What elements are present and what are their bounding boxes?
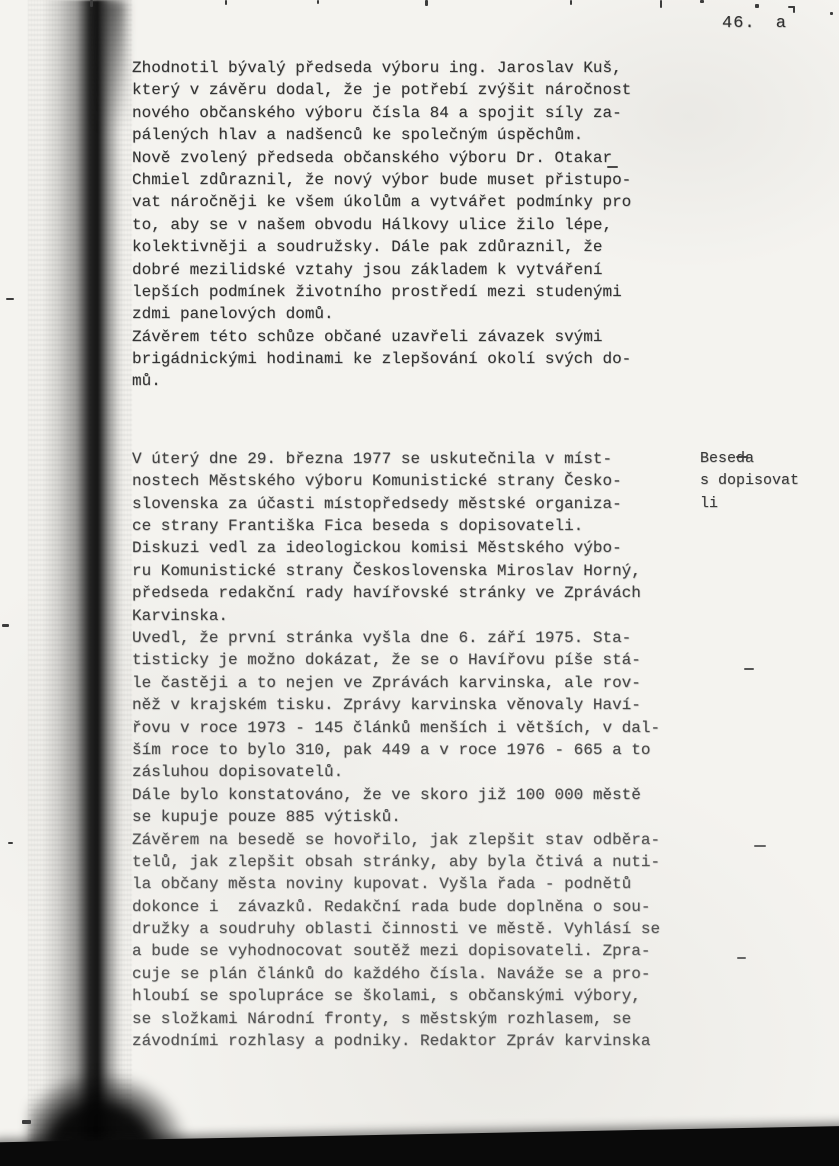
text-line: družky a soudruhy oblasti činnosti ve městě. Vyhlásí se (132, 920, 661, 939)
text-line: Karvinska. (132, 606, 229, 625)
text-line: Diskuzi vedl za ideologickou komisi Městského výbo- (132, 539, 622, 558)
text-line: ce strany Františka Fica beseda s dopisovateli. (132, 517, 584, 536)
text-line: nostech Městského výboru Komunistické strany Česko- (132, 472, 622, 491)
text-line: dobré mezilidské vztahy jsou základem k vytváření (132, 260, 603, 279)
text-line: Závěrem této schůze občané uzavřeli závazek svými (132, 327, 603, 346)
text-line: nového občanského výboru čísla 84 a spojit síly za- (132, 103, 622, 122)
speck (2, 624, 9, 627)
text-line: la občany města noviny kupovat. Vyšla řada - podnětů (132, 875, 632, 894)
text-line: V úterý dne 29. března 1977 se uskutečnila v míst- (132, 449, 613, 468)
text-line: s dopisovat (700, 472, 800, 490)
text-line: ru Komunistické strany Československa Miroslav Horný, (132, 561, 641, 580)
text-line: řovu v roce 1973 - 145 článků menších i větších, v dal- (132, 718, 661, 737)
body-text (132, 57, 772, 1052)
text-line: zdmi panelových domů. (132, 305, 334, 324)
text-line: Zhodnotil bývalý předseda výboru ing. Jaroslav Kuš, (132, 59, 622, 77)
text-line: brigádnickými hodinami ke zlepšování okolí svých do- (132, 350, 632, 369)
text-line: pálených hlav a nadšenců ke společným úspěchům. (132, 126, 584, 145)
binding-shadow-top (96, 0, 126, 130)
text-line: se složkami Národní fronty, s městským rozhlasem, se (132, 1009, 632, 1028)
text-line: a bude se vyhodnocovat soutěž mezi dopisovateli. Zpra- (132, 942, 651, 961)
text-line: li (700, 494, 719, 512)
text-line: který v závěru dodal, že je potřebí zvýšit náročnost (132, 81, 632, 100)
text-line: závodními rozhlasy a podniky. Redaktor Zpráv karvinska (132, 1032, 651, 1051)
speck (225, 0, 227, 5)
text-line: lepších podmínek životního prostředí mezi studenými (132, 282, 622, 301)
text-line: Beseda (700, 450, 755, 467)
text-line: tisticky je možno dokázat, že se o Havířovu píše stá- (132, 651, 641, 670)
text-line: cuje se plán článků do každého čísla. Naváže se a pro- (132, 964, 651, 983)
text-line: se kupuje pouze 885 výtisků. (132, 808, 401, 827)
text-line: Závěrem na besedě se hovořilo, jak zlepšit stav odběra- (132, 830, 661, 849)
binding-shadow (42, 0, 124, 1166)
paragraph-1 (132, 57, 772, 393)
speck (317, 0, 319, 4)
speck (660, 0, 662, 8)
text-line: Nově zvolený předseda občanského výboru Dr. Otakar (132, 148, 613, 167)
margin-note (700, 448, 799, 515)
speck (425, 0, 428, 6)
text-line: dokonce i závazků. Redakční rada bude doplněna o sou- (132, 897, 651, 916)
paragraph-2 (132, 448, 772, 1053)
speck (700, 0, 704, 3)
page-number: 46. a (722, 14, 788, 33)
speck (830, 12, 833, 15)
text-line: vat náročněji ke všem úkolům a vytvářet podmínky pro (132, 193, 632, 212)
text-line: ším roce to bylo 310, pak 449 a v roce 1976 - 665 a to (132, 740, 651, 759)
text-line: kolektivněji a soudružsky. Dále pak zdůraznil, že (132, 238, 603, 257)
text-line: hloubí se spolupráce se školami, s občanskými výbory, (132, 987, 641, 1006)
text-line: telů, jak zlepšit obsah stránky, aby byla čtivá a nuti- (132, 852, 661, 871)
text-line: předseda redakční rady havířovské stránky ve Zprávách (132, 584, 641, 603)
speck (755, 4, 759, 8)
speck (22, 1120, 31, 1124)
speck (793, 6, 795, 13)
speck (8, 842, 13, 844)
speck (6, 298, 14, 300)
text-line: zásluhou dopisovatelů. (132, 763, 344, 782)
text-line: to, aby se v našem obvodu Hálkovy ulice žilo lépe, (132, 215, 613, 234)
speck (570, 0, 572, 5)
text-line: slovenska za účasti místopředsedy městské organiza- (132, 494, 622, 513)
text-line: Uvedl, že první stránka vyšla dne 6. září 1975. Sta- (132, 628, 632, 647)
text-line: něž v krajském tisku. Zprávy karvinska věnovaly Haví- (132, 696, 641, 715)
text-line: Dále bylo konstatováno, že ve skoro již 100 000 městě (132, 785, 641, 804)
text-line: Chmiel zdůraznil, že nový výbor bude muset přistupo- (132, 170, 632, 189)
text-line: mů. (132, 372, 161, 391)
text-line: le častěji a to nejen ve Zprávách karvinska, ale rov- (132, 673, 641, 692)
speck (90, 0, 93, 7)
